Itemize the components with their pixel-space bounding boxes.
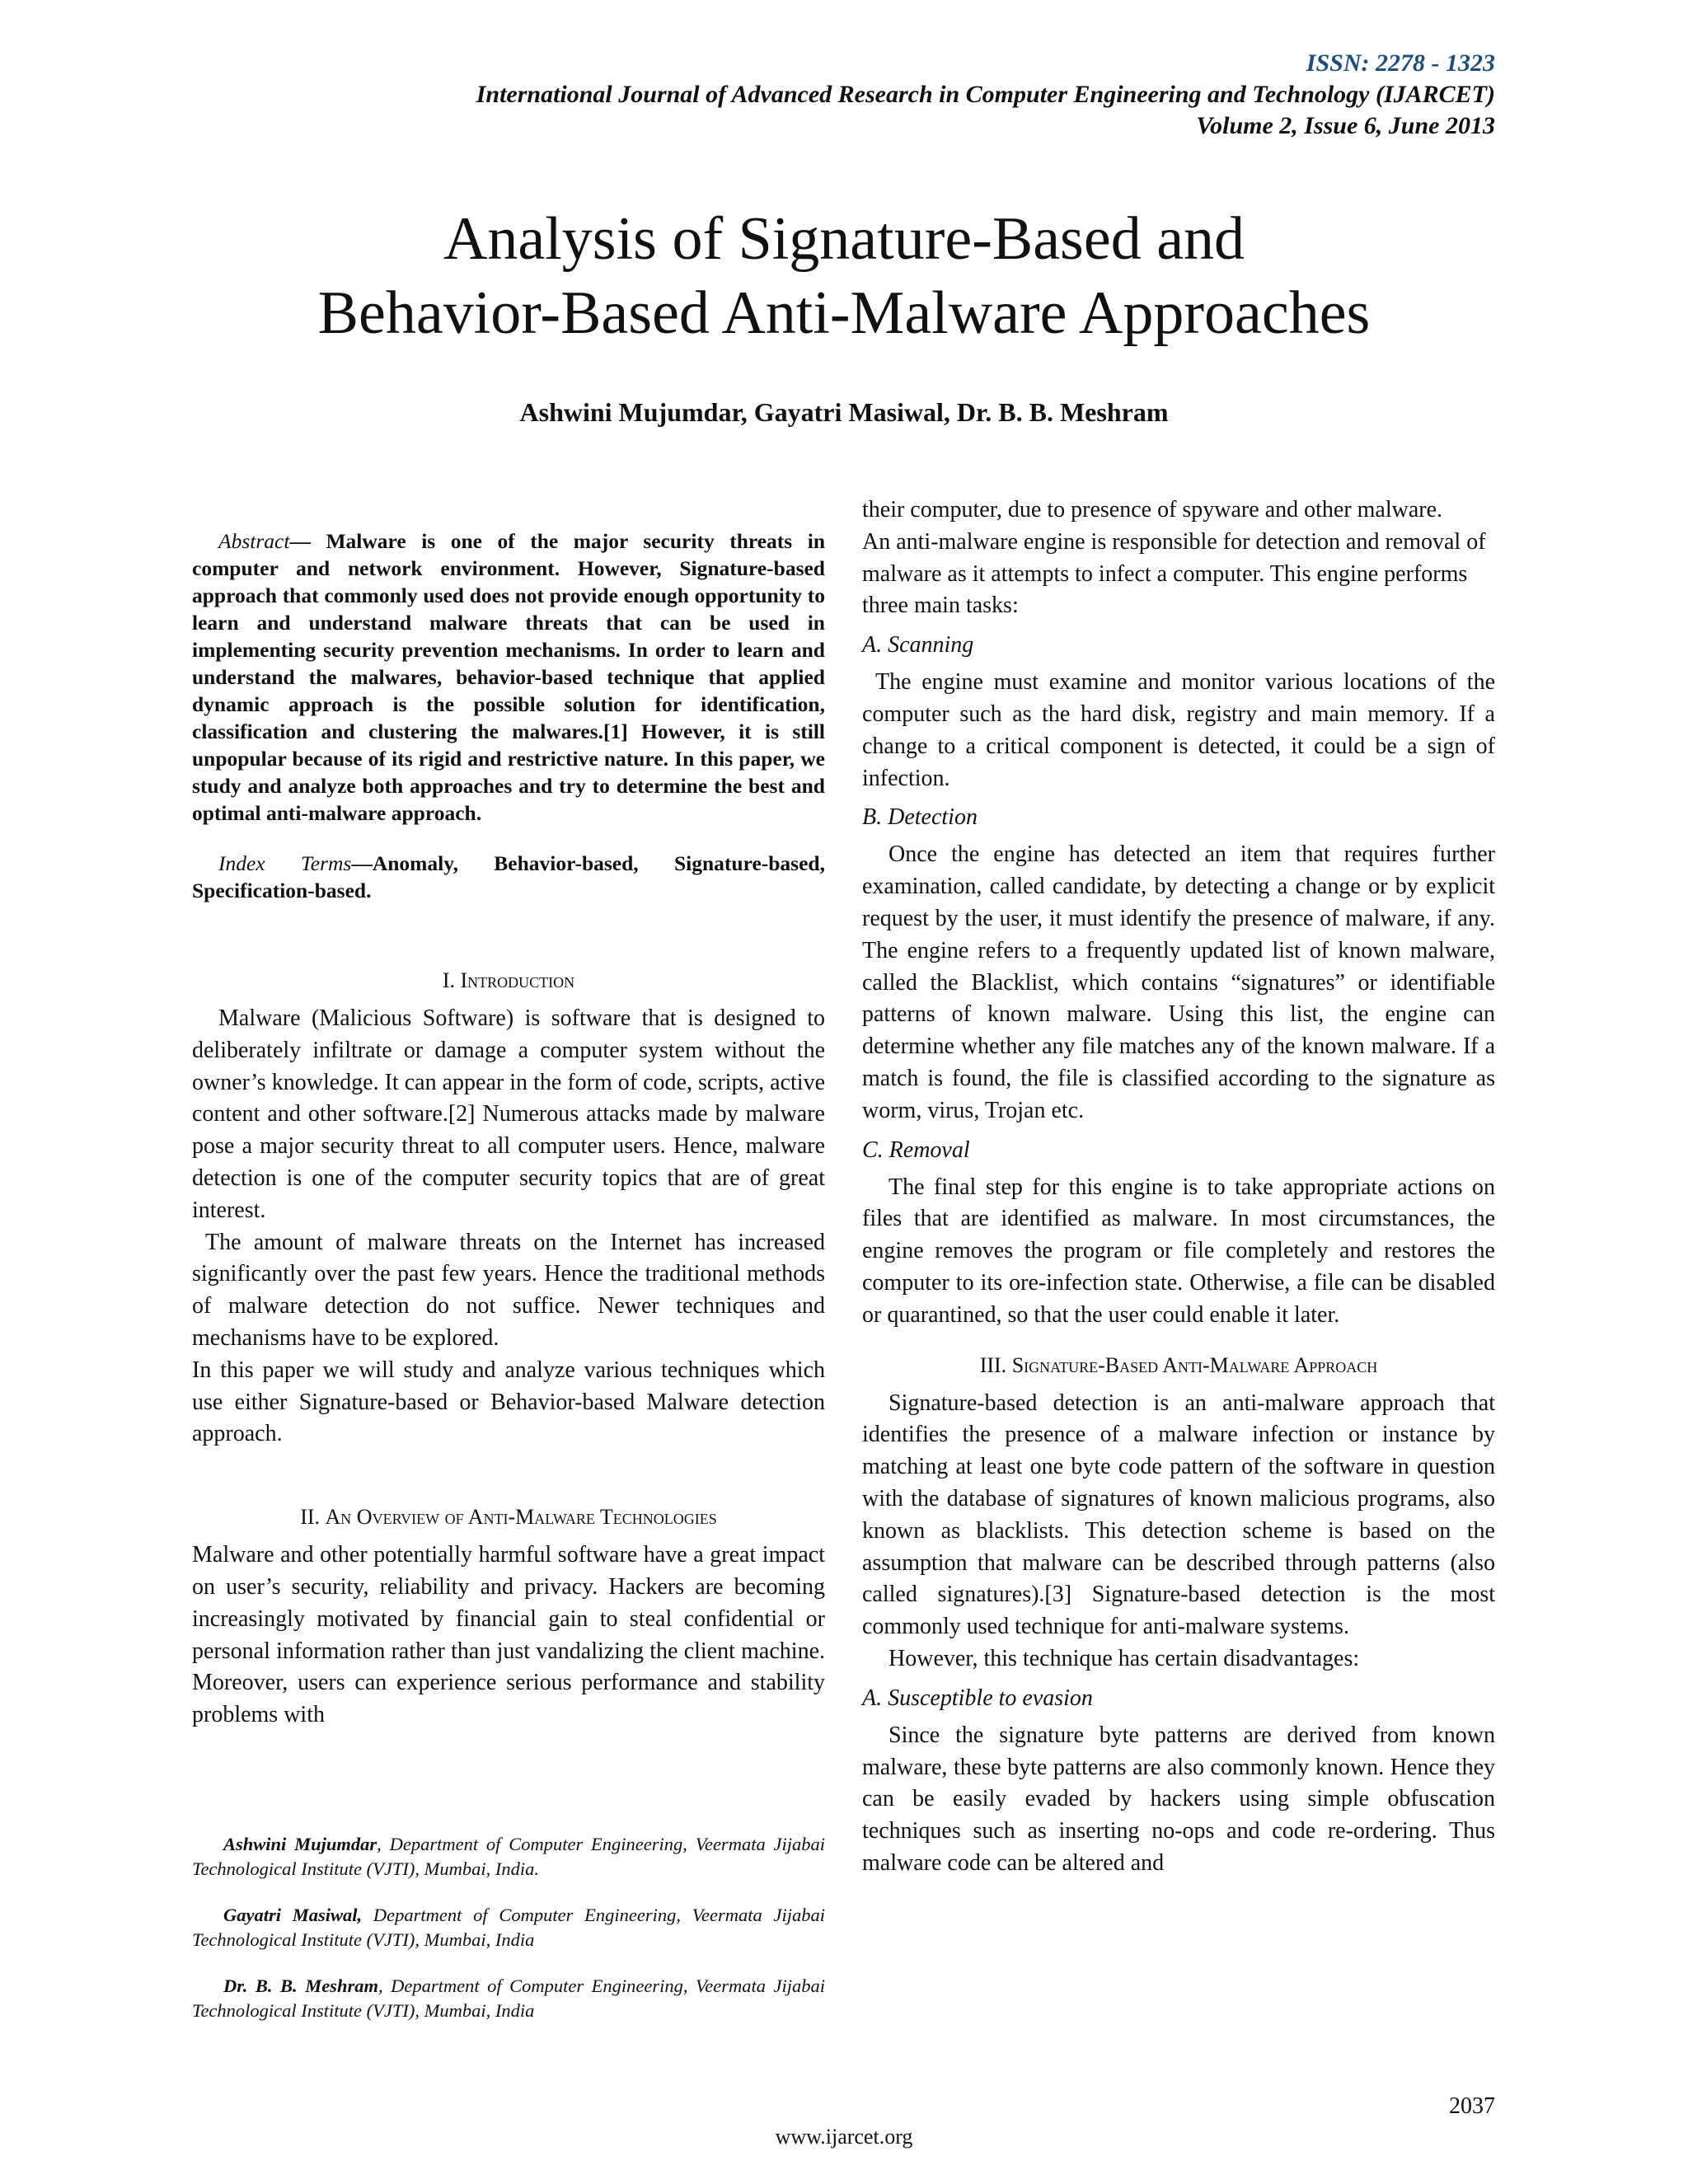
abstract-dash: — <box>289 529 326 553</box>
section-title: Introduction <box>460 968 575 992</box>
paper-title <box>0 202 1688 350</box>
title-line-1: Analysis of Signature-Based and <box>443 205 1245 273</box>
volume-issue: Volume 2, Issue 6, June 2013 <box>1196 112 1495 139</box>
author-footnotes <box>192 1832 825 2045</box>
subsection-evasion: A. Susceptible to evasion <box>862 1685 1093 1711</box>
section-number: I. <box>442 968 455 992</box>
left-column <box>192 527 825 1732</box>
footnote-name: Gayatri Masiwal, <box>223 1905 363 1925</box>
section-heading-introduction <box>192 967 825 995</box>
section-heading-signature <box>862 1352 1495 1380</box>
subsection-removal: C. Removal <box>862 1137 970 1163</box>
footnote-name: Dr. B. B. Meshram <box>223 1975 378 1996</box>
evasion-text: Since the signature byte patterns are derived from known malware, these byte patterns are also commonly known. Hence they can be easily evaded by hackers using simple obfuscation techniques such as inserting no-ops and code re-ordering. Thus malware code can be altered and <box>862 1722 1495 1876</box>
subsection-detection: B. Detection <box>862 804 978 831</box>
author-list: Ashwini Mujumdar, Gayatri Masiwal, Dr. B. B. Meshram <box>519 397 1169 427</box>
issn-line: ISSN: 2278 - 1323 <box>1306 49 1495 77</box>
intro-paragraph-2: The amount of malware threats on the Internet has increased significantly over the past few years. Hence the traditional methods of malware detection do not suffice. Newer techniques and mechanisms have to be explored. <box>192 1229 825 1351</box>
overview-paragraph-1-continued: their computer, due to presence of spyware and other malware. <box>862 497 1443 523</box>
index-terms-label: Index Terms <box>218 851 352 875</box>
footnote-author-1 <box>192 1832 825 1882</box>
index-terms <box>192 850 825 904</box>
title-line-2: Behavior-Based Anti-Malware Approaches <box>317 279 1371 347</box>
section-title: Signature-Based Anti-Malware Approach <box>1011 1352 1378 1377</box>
abstract <box>192 527 825 827</box>
abstract-text: Malware is one of the major security threats in computer and network environment. However, Signature-based approach that commonly used does not provide enough opportunity to learn and understand malware threats that can be used in implementing security prevention mechanisms. In order to learn and understand the malwares, behavior-based technique that applied dynamic approach is the possible solution for identification, classification and clustering the malwares.[1] However, it is still unpopular because of its rigid and restrictive nature. In this paper, we study and analyze both approaches and try to determine the best and optimal anti-malware approach. <box>192 529 826 825</box>
abstract-label: Abstract <box>218 529 290 553</box>
footnote-affiliation: Department of Computer Engineering, Veermata Jijabai Technological Institute (VJTI), Mumbai, India <box>192 1905 825 1950</box>
right-column <box>862 494 1495 1880</box>
page-number: 2037 <box>1449 2093 1495 2119</box>
section-number: III. <box>979 1352 1007 1377</box>
footnote-affiliation: , Department of Computer Engineering, Veermata Jijabai Technological Institute (VJTI), Mumbai, India <box>192 1975 825 2021</box>
scanning-text: The engine must examine and monitor various locations of the computer such as the hard disk, registry and main memory. If a change to a critical component is detected, it could be a sign of infection. <box>862 669 1495 791</box>
removal-text: The final step for this engine is to take appropriate actions on files that are identified as malware. In most circumstances, the engine removes the program or file completely and restores the computer to its ore-infection state. Otherwise, a file can be disabled or quarantined, so that the user could enable it later. <box>862 1174 1495 1328</box>
footnote-author-3 <box>192 1974 825 2023</box>
footnote-affiliation: , Department of Computer Engineering, Veermata Jijabai Technological Institute (VJTI), Mumbai, India. <box>192 1834 825 1879</box>
footnote-name: Ashwini Mujumdar <box>223 1834 377 1854</box>
footer-url: www.ijarcet.org <box>775 2125 913 2149</box>
index-terms-text: —Anomaly, Behavior-based, Signature-based, Specification-based. <box>192 851 825 902</box>
footnote-author-2 <box>192 1903 825 1952</box>
section-number: II. <box>300 1505 321 1530</box>
section-heading-overview <box>192 1503 825 1531</box>
detection-text: Once the engine has detected an item that requires further examination, called candidate, by detecting a change or by explicit request by the user, it must identify the presence of malware, if any. The engine refers to a frequently updated list of known malware, called the Blacklist, which contains “signatures” or identifiable patterns of known malware. Using this list, the engine can determine whether any file matches any of the known malware. If a match is found, the file is classified according to the signature as worm, virus, Trojan etc. <box>862 841 1495 1123</box>
journal-name: International Journal of Advanced Research in Computer Engineering and Technology (IJARCET) <box>476 81 1495 108</box>
subsection-scanning: A. Scanning <box>862 632 974 658</box>
overview-paragraph-1: Malware and other potentially harmful software have a great impact on user’s security, reliability and privacy. Hackers are becoming increasingly motivated by financial gain to steal confidential or personal information rather than just vandalizing the client machine. Moreover, users can experience serious performance and stability problems with <box>192 1542 825 1728</box>
section-title: An Overview of Anti-Malware Technologies <box>325 1505 717 1530</box>
journal-header <box>476 48 1495 142</box>
signature-paragraph-1: Signature-based detection is an anti-malware approach that identifies the presence of a malware infection or instance by matching at least one byte code pattern of the software in question with the database of signatures of known malicious programs, also known as blacklists. This detection scheme is based on the assumption that malware can be described through patterns (also called signatures).[3] Signature-based detection is the most commonly used technique for anti-malware systems. <box>862 1390 1495 1640</box>
signature-paragraph-2: However, this technique has certain disadvantages: <box>889 1645 1360 1671</box>
overview-paragraph-2: An anti-malware engine is responsible for detection and removal of malware as it attempts to infect a computer. This engine performs three main tasks: <box>862 528 1486 619</box>
intro-paragraph-3: In this paper we will study and analyze various techniques which use either Signature-based or Behavior-based Malware detection approach. <box>192 1357 825 1447</box>
intro-paragraph-1: Malware (Malicious Software) is software that is designed to deliberately infiltrate or damage a computer system without the owner’s knowledge. It can appear in the form of code, scripts, active content and other software.[2] Numerous attacks made by malware pose a major security threat to all computer users. Hence, malware detection is one of the computer security topics that are of great interest. <box>192 1005 825 1223</box>
